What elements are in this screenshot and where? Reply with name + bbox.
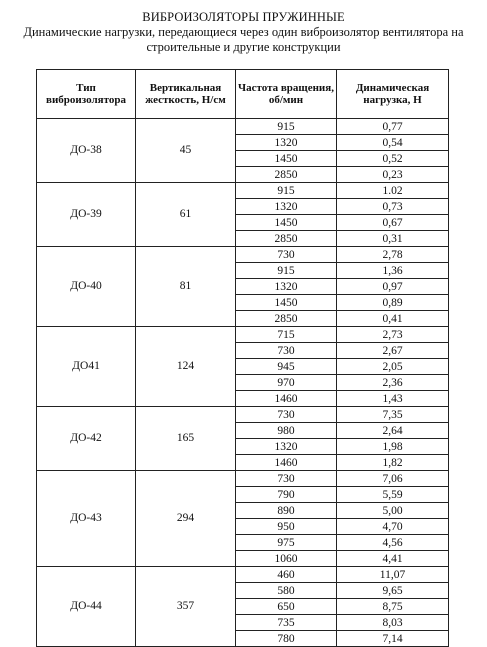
- column-header-type: Тип виброизолятора: [37, 70, 136, 119]
- column-header-load: Динамическая нагрузка, Н: [337, 70, 449, 119]
- rpm-cell: 730: [236, 471, 337, 487]
- table-row: [37, 471, 449, 487]
- load-cell: 2,73: [337, 327, 449, 343]
- column-header-stiffness: Вертикальная жесткость, Н/см: [136, 70, 236, 119]
- rpm-cell: 945: [236, 359, 337, 375]
- load-cell: 2,78: [337, 247, 449, 263]
- rpm-cell: 735: [236, 615, 337, 631]
- stiffness-cell: 45: [136, 119, 236, 183]
- rpm-cell: 1320: [236, 439, 337, 455]
- stiffness-cell: 165: [136, 407, 236, 471]
- rpm-cell: 780: [236, 631, 337, 647]
- rpm-cell: 650: [236, 599, 337, 615]
- load-cell: 0,23: [337, 167, 449, 183]
- load-cell: 2,64: [337, 423, 449, 439]
- stiffness-cell: 124: [136, 327, 236, 407]
- rpm-cell: 580: [236, 583, 337, 599]
- table-row: [37, 327, 449, 343]
- load-cell: 1,36: [337, 263, 449, 279]
- document-title: ВИБРОИЗОЛЯТОРЫ ПРУЖИННЫЕ: [142, 10, 345, 24]
- load-cell: 5,59: [337, 487, 449, 503]
- load-cell: 0,54: [337, 135, 449, 151]
- rpm-cell: 2850: [236, 231, 337, 247]
- table-header-row: [37, 70, 449, 119]
- table-row: [37, 119, 449, 135]
- load-cell: 0,77: [337, 119, 449, 135]
- isolator-type-cell: ДО-39: [37, 183, 136, 247]
- load-cell: 8,03: [337, 615, 449, 631]
- vibration-isolator-table: [36, 69, 449, 647]
- load-cell: 0,31: [337, 231, 449, 247]
- rpm-cell: 730: [236, 407, 337, 423]
- rpm-cell: 1450: [236, 295, 337, 311]
- load-cell: 8,75: [337, 599, 449, 615]
- rpm-cell: 790: [236, 487, 337, 503]
- rpm-cell: 2850: [236, 311, 337, 327]
- load-cell: 4,56: [337, 535, 449, 551]
- rpm-cell: 1450: [236, 151, 337, 167]
- rpm-cell: 915: [236, 119, 337, 135]
- rpm-cell: 950: [236, 519, 337, 535]
- stiffness-cell: 81: [136, 247, 236, 327]
- table-row: [37, 183, 449, 199]
- rpm-cell: 970: [236, 375, 337, 391]
- load-cell: 9,65: [337, 583, 449, 599]
- load-cell: 4,41: [337, 551, 449, 567]
- load-cell: 1.02: [337, 183, 449, 199]
- load-cell: 7,14: [337, 631, 449, 647]
- load-cell: 0,73: [337, 199, 449, 215]
- load-cell: 5,00: [337, 503, 449, 519]
- rpm-cell: 460: [236, 567, 337, 583]
- table-row: [37, 247, 449, 263]
- isolator-type-cell: ДО-43: [37, 471, 136, 567]
- load-cell: 2,36: [337, 375, 449, 391]
- rpm-cell: 730: [236, 247, 337, 263]
- rpm-cell: 1060: [236, 551, 337, 567]
- table-header: [37, 70, 449, 119]
- isolator-type-cell: ДО-42: [37, 407, 136, 471]
- rpm-cell: 1320: [236, 279, 337, 295]
- load-cell: 1,82: [337, 455, 449, 471]
- rpm-cell: 980: [236, 423, 337, 439]
- load-cell: 2,67: [337, 343, 449, 359]
- rpm-cell: 915: [236, 263, 337, 279]
- rpm-cell: 730: [236, 343, 337, 359]
- document-header: [0, 10, 487, 54]
- rpm-cell: 1460: [236, 391, 337, 407]
- load-cell: 0,67: [337, 215, 449, 231]
- load-cell: 0,97: [337, 279, 449, 295]
- load-cell: 7,06: [337, 471, 449, 487]
- isolator-type-cell: ДО41: [37, 327, 136, 407]
- load-cell: 0,89: [337, 295, 449, 311]
- stiffness-cell: 357: [136, 567, 236, 647]
- rpm-cell: 915: [236, 183, 337, 199]
- load-cell: 0,52: [337, 151, 449, 167]
- rpm-cell: 2850: [236, 167, 337, 183]
- document-subtitle-line-1: Динамические нагрузки, передающиеся через один виброизолятор вентилятора на: [23, 25, 464, 39]
- load-cell: 7,35: [337, 407, 449, 423]
- table-body: [37, 119, 449, 647]
- load-cell: 11,07: [337, 567, 449, 583]
- rpm-cell: 1450: [236, 215, 337, 231]
- load-cell: 2,05: [337, 359, 449, 375]
- load-cell: 1,98: [337, 439, 449, 455]
- rpm-cell: 715: [236, 327, 337, 343]
- load-cell: 1,43: [337, 391, 449, 407]
- load-cell: 0,41: [337, 311, 449, 327]
- table-row: [37, 567, 449, 583]
- rpm-cell: 975: [236, 535, 337, 551]
- rpm-cell: 890: [236, 503, 337, 519]
- stiffness-cell: 294: [136, 471, 236, 567]
- load-cell: 4,70: [337, 519, 449, 535]
- isolator-type-cell: ДО-38: [37, 119, 136, 183]
- isolator-type-cell: ДО-40: [37, 247, 136, 327]
- rpm-cell: 1320: [236, 135, 337, 151]
- rpm-cell: 1320: [236, 199, 337, 215]
- stiffness-cell: 61: [136, 183, 236, 247]
- column-header-rpm: Частота вращения, об/мин: [236, 70, 337, 119]
- rpm-cell: 1460: [236, 455, 337, 471]
- document-subtitle-line-2: строительные и другие конструкции: [146, 39, 341, 54]
- table-row: [37, 407, 449, 423]
- isolator-type-cell: ДО-44: [37, 567, 136, 647]
